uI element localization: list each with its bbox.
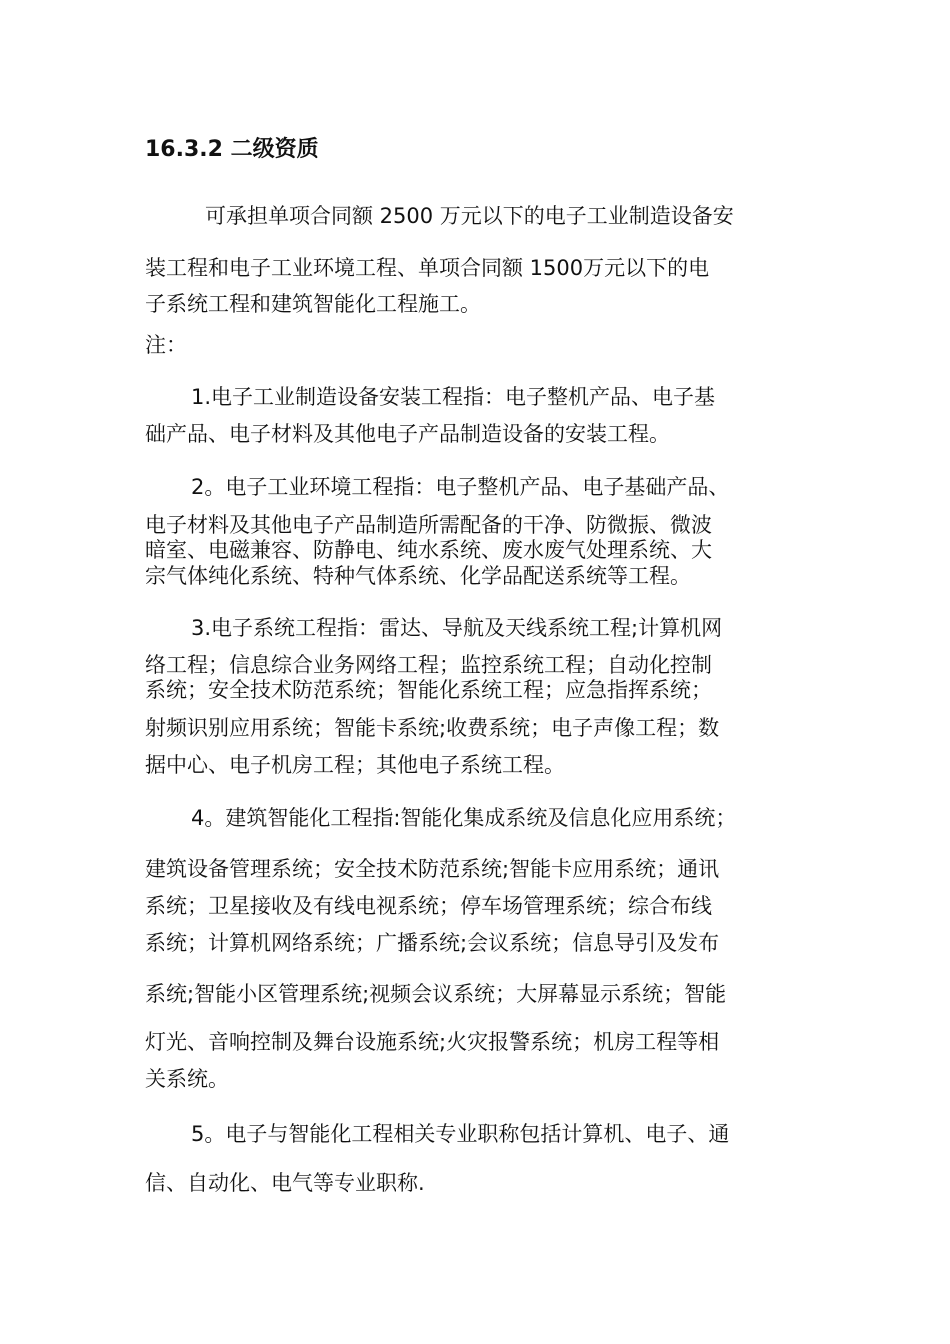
- note-line: 1.电子工业制造设备安装工程指：电子整机产品、电子基: [191, 385, 716, 409]
- intro-line: 可承担单项合同额 2500 万元以下的电子工业制造设备安: [205, 204, 734, 228]
- note-line: 2。电子工业环境工程指：电子整机产品、电子基础产品、: [191, 475, 730, 499]
- note-label: 注：: [145, 333, 187, 357]
- note-line: 电子材料及其他电子产品制造所需配备的干净、防微振、微波: [145, 513, 712, 537]
- note-line: 础产品、电子材料及其他电子产品制造设备的安装工程。: [145, 422, 670, 446]
- note-line: 系统；计算机网络系统；广播系统;会议系统；信息导引及发布: [145, 931, 720, 955]
- note-line: 络工程；信息综合业务网络工程；监控系统工程；自动化控制: [145, 653, 712, 677]
- note-line: 系统;智能小区管理系统;视频会议系统；大屏幕显示系统；智能: [145, 982, 727, 1006]
- note-line: 5。电子与智能化工程相关专业职称包括计算机、电子、通: [191, 1122, 730, 1146]
- note-line: 宗气体纯化系统、特种气体系统、化学品配送系统等工程。: [145, 564, 691, 588]
- note-line: 建筑设备管理系统；安全技术防范系统;智能卡应用系统；通讯: [145, 857, 720, 881]
- note-line: 信、自动化、电气等专业职称.: [145, 1171, 425, 1195]
- note-line: 射频识别应用系统；智能卡系统;收费系统；电子声像工程；数: [145, 716, 720, 740]
- note-line: 3.电子系统工程指：雷达、导航及天线系统工程;计算机网: [191, 616, 723, 640]
- note-line: 据中心、电子机房工程；其他电子系统工程。: [145, 753, 565, 777]
- note-line: 系统；安全技术防范系统；智能化系统工程；应急指挥系统；: [145, 678, 712, 702]
- note-line: 灯光、音响控制及舞台设施系统;火灾报警系统；机房工程等相: [145, 1030, 720, 1054]
- note-line: 系统；卫星接收及有线电视系统；停车场管理系统；综合布线: [145, 894, 712, 918]
- intro-line: 装工程和电子工业环境工程、单项合同额 1500万元以下的电: [145, 256, 710, 280]
- note-line: 关系统。: [145, 1067, 229, 1091]
- intro-line: 子系统工程和建筑智能化工程施工。: [145, 292, 481, 316]
- note-line: 暗室、电磁兼容、防静电、纯水系统、废水废气处理系统、大: [145, 538, 712, 562]
- section-heading: 16.3.2 二级资质: [145, 137, 319, 162]
- note-line: 4。建筑智能化工程指:智能化集成系统及信息化应用系统；: [191, 806, 737, 830]
